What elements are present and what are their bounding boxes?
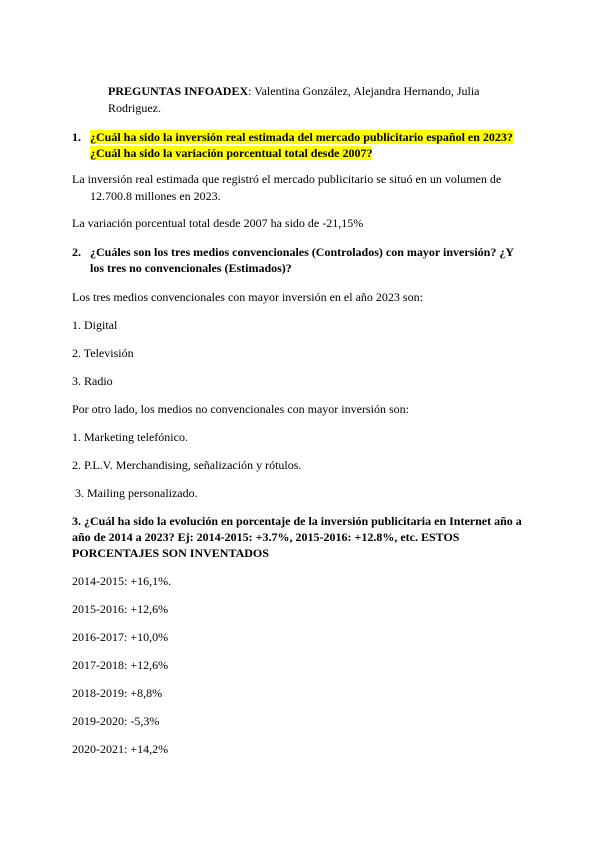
- q2-conventional-item: 1. Digital: [72, 318, 118, 332]
- q3-item: 2020-2021: +14,2%: [72, 742, 169, 756]
- q3-item: 2019-2020: -5,3%: [72, 714, 160, 728]
- header-line-1: [108, 84, 480, 99]
- q3-item: 2018-2019: +8,8%: [72, 686, 163, 700]
- q2-conventional-item: 2. Televisión: [72, 346, 134, 360]
- header-authors-line-2: Rodriguez.: [108, 101, 161, 115]
- q1-answer-line-1: La inversión real estimada que registró el mercado publicitario se situó en un volumen de: [72, 172, 502, 186]
- q3-item: 2016-2017: +10,0%: [72, 630, 169, 644]
- q3-question-line-3: PORCENTAJES SON INVENTADOS: [72, 546, 269, 560]
- q2-question-line-1: ¿Cuáles son los tres medios convencionales (Controlados) con mayor inversión? ¿Y: [90, 245, 515, 259]
- q2-nonconventional-item: 2. P.L.V. Merchandising, señalización y rótulos.: [72, 458, 302, 472]
- header-authors: : Valentina González, Alejandra Hernando, Julia: [248, 84, 480, 98]
- q1-question-text-1: ¿Cuál ha sido la inversión real estimada del mercado publicitario español en 2023?: [90, 130, 513, 144]
- q3-item: 2015-2016: +12,6%: [72, 602, 169, 616]
- q2-nonconventional-item: 1. Marketing telefónico.: [72, 430, 188, 444]
- q1-question-text-2: ¿Cuál ha sido la variación porcentual total desde 2007?: [90, 146, 373, 160]
- q3-item: 2017-2018: +12,6%: [72, 658, 169, 672]
- header-label: PREGUNTAS INFOADEX: [108, 84, 249, 98]
- q1-number: 1.: [72, 130, 81, 144]
- q2-conventional-item: 3. Radio: [72, 374, 113, 388]
- q1-answer-line-2: 12.700.8 millones en 2023.: [90, 189, 221, 203]
- q2-intro-conventional: Los tres medios convencionales con mayor inversión en el año 2023 son:: [72, 290, 423, 304]
- q3-question-line-1: 3. ¿Cuál ha sido la evolución en porcentaje de la inversión publicitaria en Internet año a: [72, 514, 522, 528]
- q2-nonconventional-item: 3. Mailing personalizado.: [72, 486, 198, 500]
- q3-item: 2014-2015: +16,1%.: [72, 574, 172, 588]
- q1-question-line-2: [90, 146, 372, 161]
- q3-question-line-2: año de 2014 a 2023? Ej: 2014-2015: +3.7%, 2015-2016: +12.8%, etc. ESTOS: [72, 530, 460, 544]
- q2-intro-nonconventional: Por otro lado, los medios no convencionales con mayor inversión son:: [72, 402, 409, 416]
- q1-question-line-1: [90, 130, 513, 145]
- q1-answer-variation: La variación porcentual total desde 2007 ha sido de -21,15%: [72, 216, 364, 230]
- q2-question-line-2: los tres no convencionales (Estimados)?: [90, 261, 292, 275]
- q2-number: 2.: [72, 245, 81, 259]
